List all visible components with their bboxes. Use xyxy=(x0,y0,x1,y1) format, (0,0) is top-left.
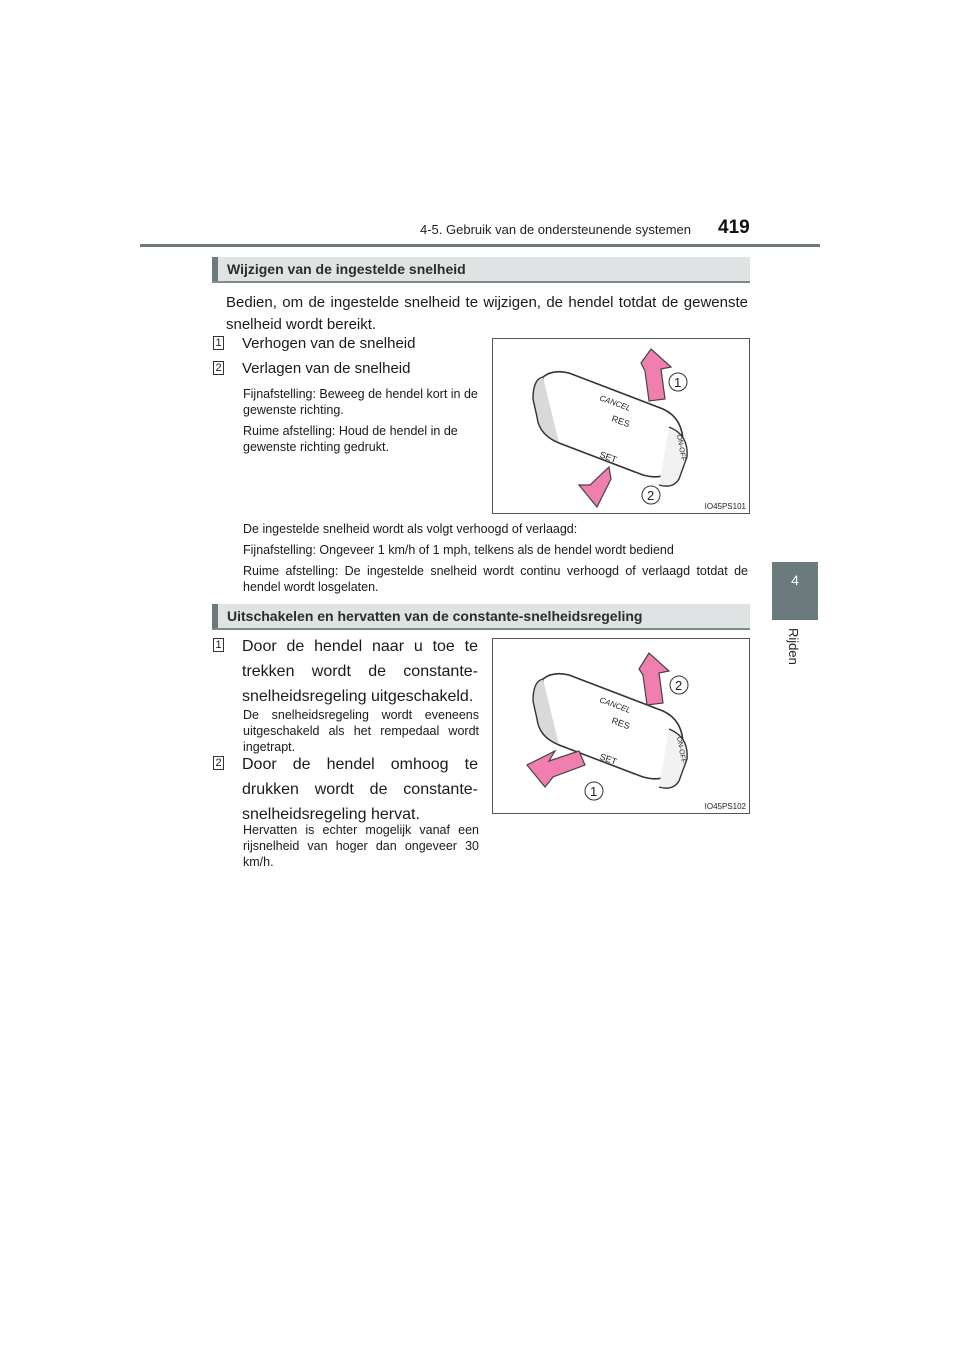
explain-line: Fijnafstelling: Ongeveer 1 km/h of 1 mph, telkens als de hendel wordt bediend xyxy=(243,543,674,557)
chapter-label: Rijden xyxy=(786,628,801,665)
section-intro: Bedien, om de ingestelde snelheid te wijzigen, de hendel totdat de gewenste snelheid wordt bereikt. xyxy=(226,294,748,333)
callout-2: 2 xyxy=(675,678,683,693)
figure-code: IO45PS101 xyxy=(704,502,746,511)
section-header-bar xyxy=(212,257,218,281)
callout-1: 1 xyxy=(590,784,598,799)
lever-onoff-label: ON-OFF xyxy=(675,434,687,462)
lever-set-label: SET xyxy=(598,751,619,767)
header-rule xyxy=(140,244,820,247)
lever-res-label: RES xyxy=(610,413,632,430)
lever-cancel-label: CANCEL xyxy=(598,393,632,413)
figure-code: IO45PS102 xyxy=(704,802,746,811)
figure-lever-cancel-resume xyxy=(492,638,750,814)
lever-illustration xyxy=(493,339,749,513)
chapter-number: 4 xyxy=(791,572,799,588)
item-label: Door de hendel omhoog te drukken wordt de constante-snelheidsregeling hervat. xyxy=(242,756,478,823)
item-note: Hervatten is echter mogelijk vanaf een rijsnelheid van hoger dan ongeveer 30 km/h. xyxy=(243,823,479,869)
lever-res-label: RES xyxy=(610,715,632,732)
item-label: Door de hendel naar u toe te trekken wordt de constante-snelheidsregeling uitgeschakeld. xyxy=(242,638,478,705)
note-coarse-adjust: Ruime afstelling: Houd de hendel in de gewenste richting gedrukt. xyxy=(243,424,458,454)
page-number: 419 xyxy=(718,217,750,238)
section-header-speed-change xyxy=(212,257,750,283)
figure-lever-speed-adjust xyxy=(492,338,750,514)
section-header-cancel-resume xyxy=(212,604,750,630)
item-number-badge: 1 xyxy=(213,336,224,350)
item-note: De snelheidsregeling wordt eveneens uitgeschakeld als het rempedaal wordt ingetrapt. xyxy=(243,708,479,754)
lever-cancel-label: CANCEL xyxy=(598,695,632,715)
running-header: 4-5. Gebruik van de ondersteunende systemen xyxy=(420,222,692,237)
item-label: Verhogen van de snelheid xyxy=(242,335,416,352)
lever-onoff-label: ON-OFF xyxy=(675,736,687,764)
section-title: Wijzigen van de ingestelde snelheid xyxy=(227,261,466,277)
section-header-bar xyxy=(212,604,218,628)
item-number-badge: 2 xyxy=(213,756,224,770)
chapter-tab xyxy=(772,562,818,620)
note-fine-adjust: Fijnafstelling: Beweeg de hendel kort in de gewenste richting. xyxy=(243,387,478,417)
lever-illustration xyxy=(493,639,749,813)
section-title: Uitschakelen en hervatten van de constante-snelheidsregeling xyxy=(227,608,643,624)
explain-line: De ingestelde snelheid wordt als volgt verhoogd of verlaagd: xyxy=(243,522,578,536)
explain-line: Ruime afstelling: De ingestelde snelheid wordt continu verhoogd of verlaagd totdat de hendel wordt losgelaten. xyxy=(243,564,748,594)
item-number-badge: 1 xyxy=(213,638,224,652)
callout-2: 2 xyxy=(647,488,655,503)
lever-set-label: SET xyxy=(598,449,619,465)
item-label: Verlagen van de snelheid xyxy=(242,360,411,377)
callout-1: 1 xyxy=(674,375,682,390)
item-number-badge: 2 xyxy=(213,361,224,375)
